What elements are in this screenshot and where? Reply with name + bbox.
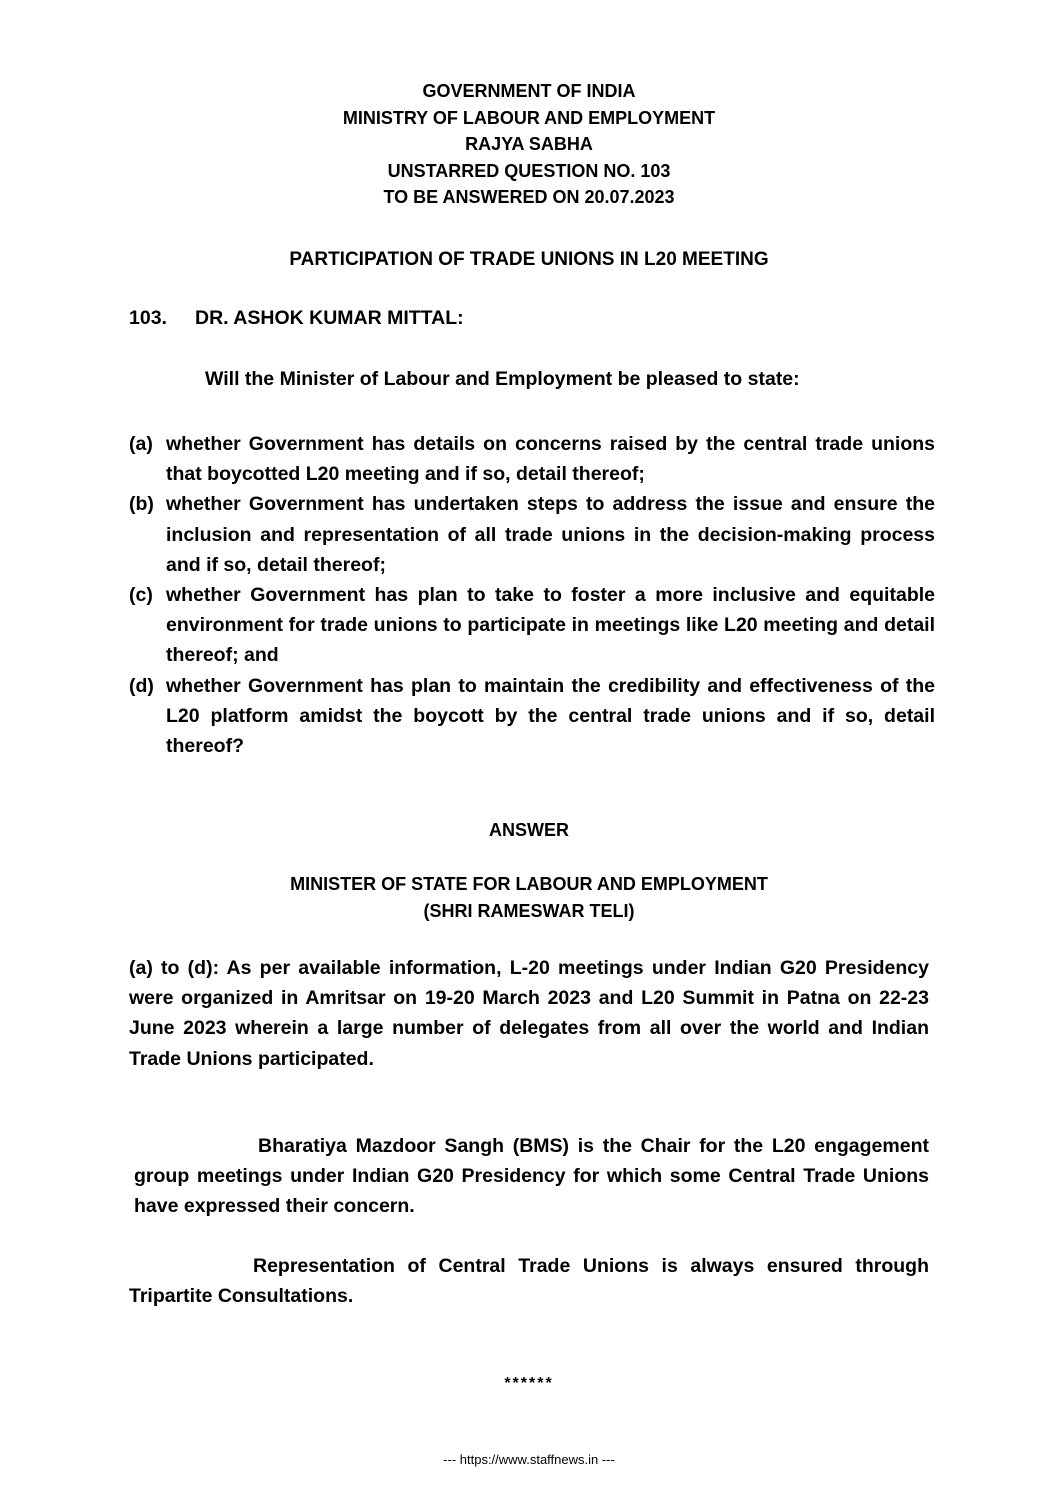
question-item-b <box>129 489 935 580</box>
header-question-number: UNSTARRED QUESTION NO. 103 <box>387 160 671 181</box>
document-header <box>0 78 1058 211</box>
question-label: (c) <box>129 584 153 607</box>
question-text: whether Government has plan to maintain the credibility and effectiveness of the L20 platform amidst the boycott by the central trade unions and if so, detail thereof? <box>166 674 935 758</box>
header-government: GOVERNMENT OF INDIA <box>422 81 636 101</box>
minister-name: (SHRI RAMESWAR TELI) <box>423 900 635 921</box>
question-text: whether Government has plan to take to foster a more inclusive and equitable environment for trade unions to participate in meetings like L20 meeting and detail thereof; and <box>166 584 935 667</box>
minister-block <box>0 871 1058 924</box>
question-list <box>129 429 935 761</box>
question-item-d <box>129 671 935 762</box>
question-member: DR. ASHOK KUMAR MITTAL: <box>195 307 464 329</box>
answer-paragraph-2 <box>134 1131 929 1222</box>
question-label: (a) <box>129 433 153 455</box>
answer-paragraph-3-text: Representation of Central Trade Unions is always ensured through Tripartite Consultations. <box>129 1255 929 1308</box>
end-marker: ****** <box>504 1375 554 1392</box>
question-text: whether Government has details on concerns raised by the central trade unions that boycotted L20 meeting and if so, detail thereof; <box>166 433 935 486</box>
question-number: 103. <box>129 307 167 329</box>
footer-url: --- https://www.staffnews.in --- <box>443 1452 615 1467</box>
question-item-a <box>129 429 935 489</box>
question-label: (b) <box>129 493 154 516</box>
question-heading <box>129 307 464 330</box>
page-title: PARTICIPATION OF TRADE UNIONS IN L20 MEETING <box>289 249 769 270</box>
question-item-c <box>129 580 935 671</box>
question-label: (d) <box>129 674 154 697</box>
header-ministry: MINISTRY OF LABOUR AND EMPLOYMENT <box>342 107 716 128</box>
answer-paragraph-3 <box>129 1251 929 1311</box>
question-intro: Will the Minister of Labour and Employment be pleased to state: <box>205 368 800 390</box>
answer-paragraph-2-text: Bharatiya Mazdoor Sangh (BMS) is the Chair for the L20 engagement group meetings under Indian G20 Presidency for which some Central Trade Unions have expressed their concern. <box>134 1135 929 1218</box>
minister-title: MINISTER OF STATE FOR LABOUR AND EMPLOYMENT <box>290 874 768 894</box>
header-house: RAJYA SABHA <box>465 134 593 154</box>
answer-paragraph-1: (a) to (d): As per available information, L-20 meetings under Indian G20 Presidency were organized in Amritsar on 19-20 March 2023 and L20 Summit in Patna on 22-23 June 2023 wherein a large number of delegates from all over the world and Indian Trade Unions participated. <box>129 957 929 1070</box>
answer-heading: ANSWER <box>489 820 569 840</box>
header-answer-date: TO BE ANSWERED ON 20.07.2023 <box>383 187 675 207</box>
question-text: whether Government has undertaken steps to address the issue and ensure the inclusion and representation of all trade unions in the decision-making process and if so, detail thereof; <box>166 493 935 576</box>
